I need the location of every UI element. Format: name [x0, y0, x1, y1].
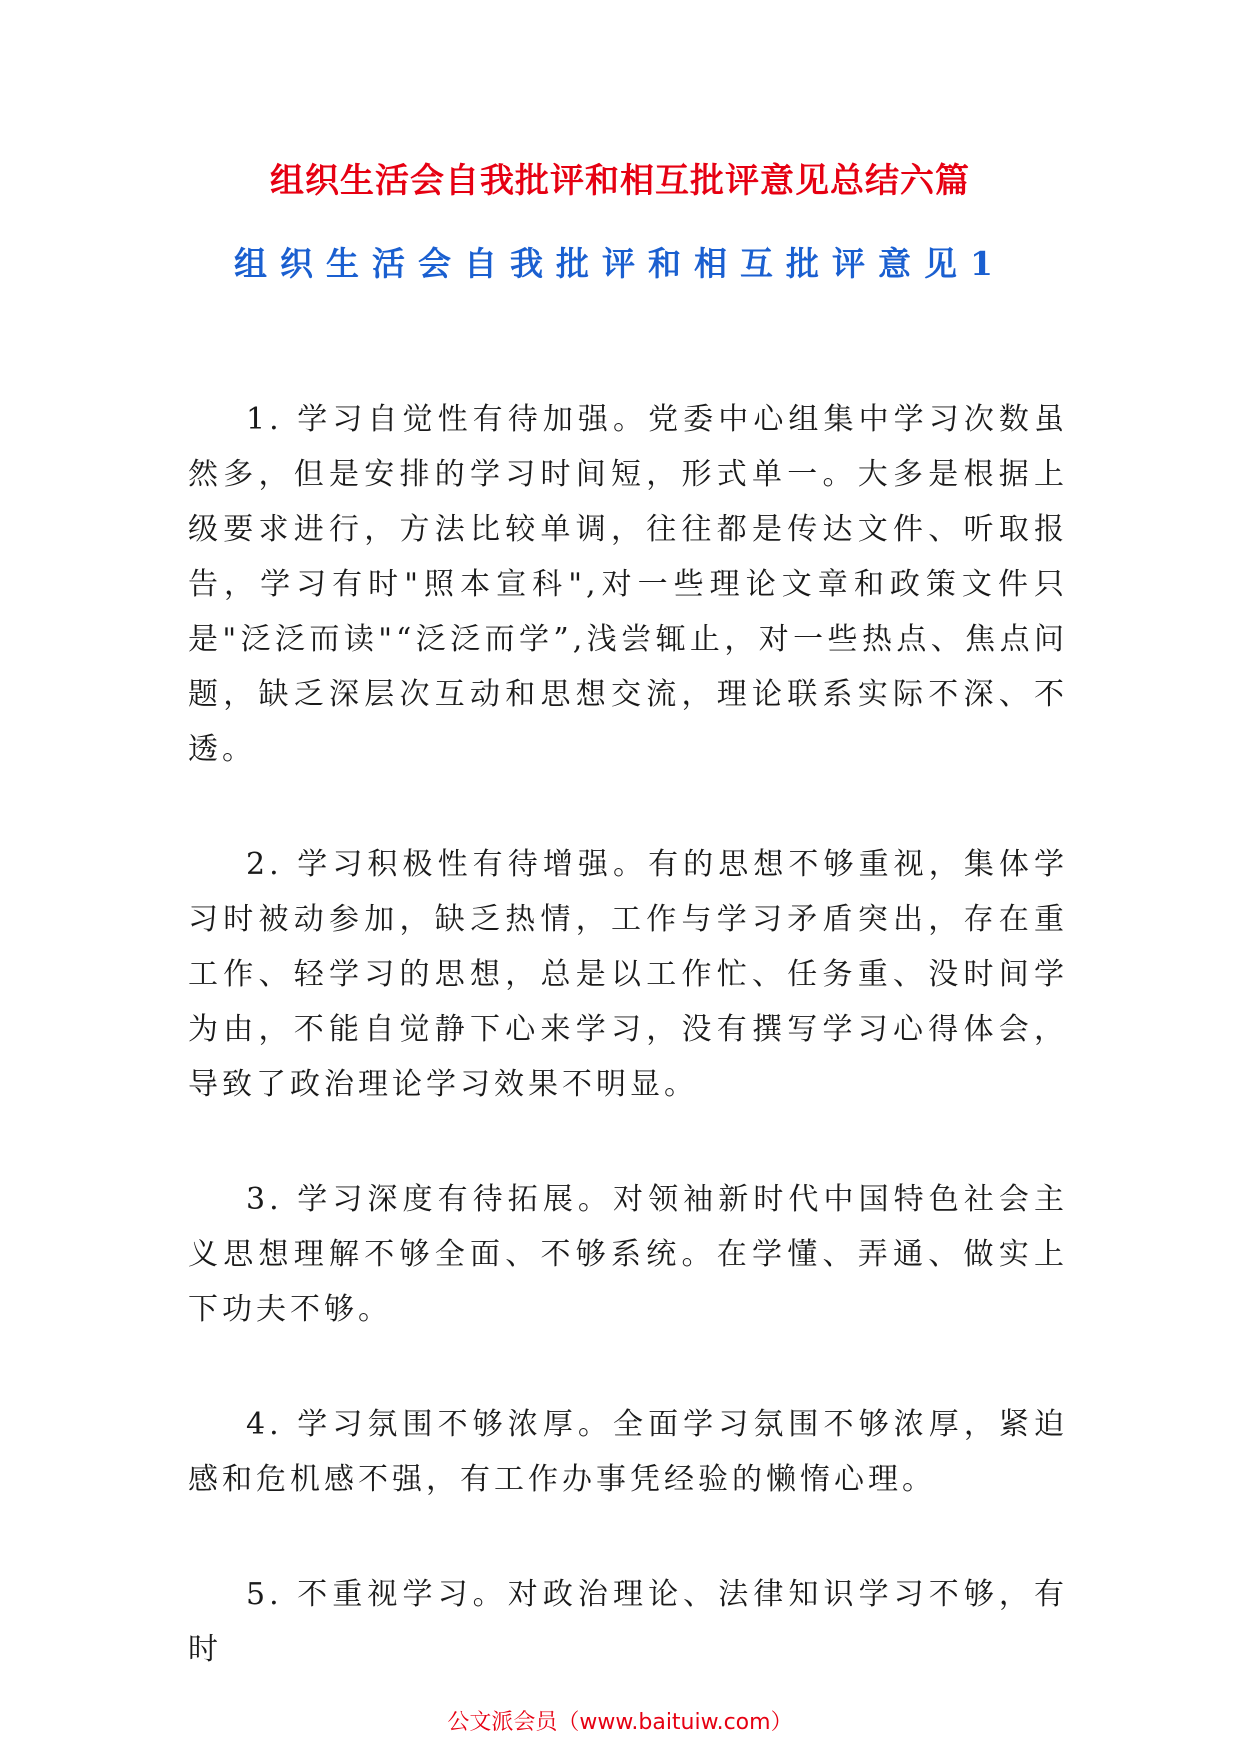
body-text — [188, 392, 1068, 1677]
paragraph-4: 4. 学习氛围不够浓厚。全面学习氛围不够浓厚，紧迫感和危机感不强，有工作办事凭经验的懒惰心理。 — [188, 1407, 1068, 1497]
document-title: 组织生活会自我批评和相互批评意见总结六篇 — [270, 161, 970, 201]
page-footer: 公文派会员（www.baituiw.com） — [447, 1710, 793, 1735]
paragraph-2: 2. 学习积极性有待增强。有的思想不够重视，集体学习时被动参加，缺乏热情，工作与学习矛盾突出，存在重工作、轻学习的思想，总是以工作忙、任务重、没时间学为由，不能自觉静下心来学习，没有撰写学习心得体会，导致了政治理论学习效果不明显。 — [188, 847, 1068, 1102]
paragraph-1: 1. 学习自觉性有待加强。党委中心组集中学习次数虽然多，但是安排的学习时间短，形式单一。大多是根据上级要求进行，方法比较单调，往往都是传达文件、听取报告，学习有时"照本宣科",对一些理论文章和政策文件只是"泛泛而读"“泛泛而学”,浅尝辄止，对一些热点、焦点问题，缺乏深层次互动和思想交流，理论联系实际不深、不透。 — [188, 402, 1068, 767]
paragraph-5: 5. 不重视学习。对政治理论、法律知识学习不够，有时 — [188, 1577, 1068, 1667]
paragraph-3: 3. 学习深度有待拓展。对领袖新时代中国特色社会主义思想理解不够全面、不够系统。在学懂、弄通、做实上下功夫不够。 — [188, 1182, 1068, 1327]
section-heading: 组织生活会自我批评和相互批评意见1 — [234, 244, 1006, 283]
